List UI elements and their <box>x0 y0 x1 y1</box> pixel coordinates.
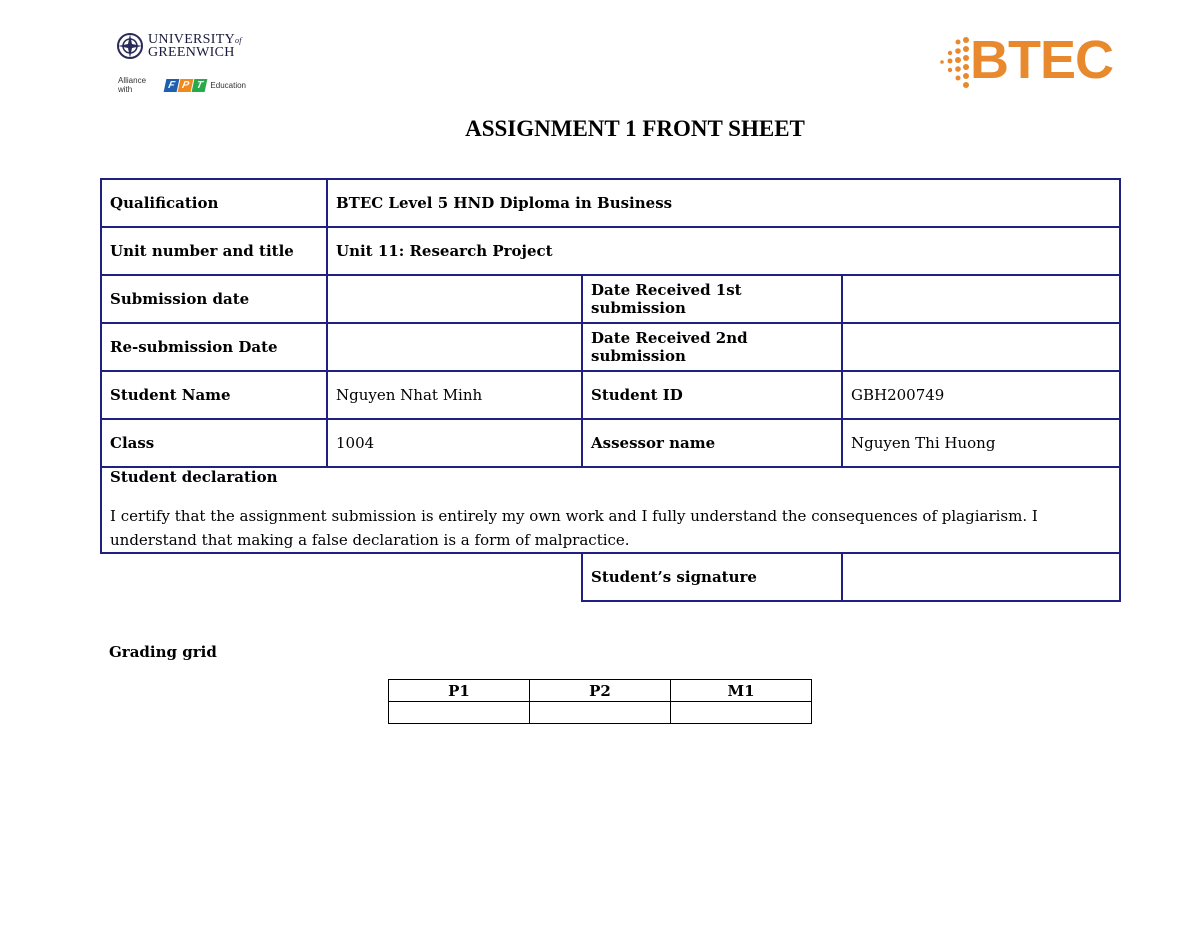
grading-value-row <box>389 702 812 724</box>
grading-grid-title: Grading grid <box>109 643 217 661</box>
grade-header-m1: M1 <box>671 680 812 702</box>
grade-cell-p1[interactable] <box>389 702 530 724</box>
assessor-label: Assessor name <box>582 419 842 467</box>
alliance-line <box>118 76 246 94</box>
btec-dots-icon <box>936 34 972 90</box>
submission-date-field[interactable] <box>327 275 582 323</box>
compass-crest-icon <box>116 32 144 60</box>
signature-row <box>101 553 1120 601</box>
university-name <box>148 31 242 60</box>
signature-field[interactable] <box>842 553 1120 601</box>
date-received-1-field[interactable] <box>842 275 1120 323</box>
signature-spacer <box>101 553 582 601</box>
class-row <box>101 419 1120 467</box>
student-row <box>101 371 1120 419</box>
student-id-label: Student ID <box>582 371 842 419</box>
fpt-letter-t: T <box>192 79 208 92</box>
date-received-2-label: Date Received 2nd submission <box>582 323 842 371</box>
student-declaration <box>101 467 1120 553</box>
qualification-row <box>101 179 1120 227</box>
university-of: of <box>235 35 242 45</box>
qualification-value: BTEC Level 5 HND Diploma in Business <box>327 179 1120 227</box>
fpt-logo <box>165 79 207 92</box>
university-line1: UNIVERSITY <box>148 31 235 47</box>
submission-date-label: Submission date <box>101 275 327 323</box>
date-received-1-label: Date Received 1st submission <box>582 275 842 323</box>
qualification-label: Qualification <box>101 179 327 227</box>
grade-cell-m1[interactable] <box>671 702 812 724</box>
page-title: ASSIGNMENT 1 FRONT SHEET <box>465 116 805 141</box>
unit-row <box>101 227 1120 275</box>
class-value: 1004 <box>327 419 582 467</box>
resubmission-label: Re-submission Date <box>101 323 327 371</box>
resubmission-row <box>101 323 1120 371</box>
declaration-title: Student declaration <box>110 468 278 486</box>
unit-label: Unit number and title <box>101 227 327 275</box>
student-id-value: GBH200749 <box>842 371 1120 419</box>
alliance-suffix: Education <box>210 80 246 90</box>
grading-grid <box>388 679 812 724</box>
university-line2: GREENWICH <box>148 44 235 60</box>
submission-row <box>101 275 1120 323</box>
declaration-body: I certify that the assignment submission is entirely my own work and I fully understand the consequences of plagiarism. I understand that making a false declaration is a form of malpractice. <box>110 507 1038 549</box>
class-label: Class <box>101 419 327 467</box>
fpt-letter-p: P <box>178 79 194 92</box>
btec-wordmark: BTEC <box>970 30 1113 90</box>
student-name-value: Nguyen Nhat Minh <box>327 371 582 419</box>
fpt-letter-f: F <box>164 79 180 92</box>
date-received-2-field[interactable] <box>842 323 1120 371</box>
unit-value: Unit 11: Research Project <box>327 227 1120 275</box>
university-of-greenwich-logo <box>116 32 246 94</box>
grade-header-p2: P2 <box>530 680 671 702</box>
front-sheet-table <box>100 178 1121 602</box>
declaration-row <box>101 467 1120 553</box>
btec-logo <box>936 30 1126 94</box>
uog-crest-group <box>116 32 242 60</box>
student-name-label: Student Name <box>101 371 327 419</box>
alliance-prefix: Alliance with <box>118 76 147 94</box>
grading-header-row <box>389 680 812 702</box>
assessor-value: Nguyen Thi Huong <box>842 419 1120 467</box>
resubmission-field[interactable] <box>327 323 582 371</box>
grade-cell-p2[interactable] <box>530 702 671 724</box>
signature-label: Student’s signature <box>582 553 842 601</box>
grade-header-p1: P1 <box>389 680 530 702</box>
